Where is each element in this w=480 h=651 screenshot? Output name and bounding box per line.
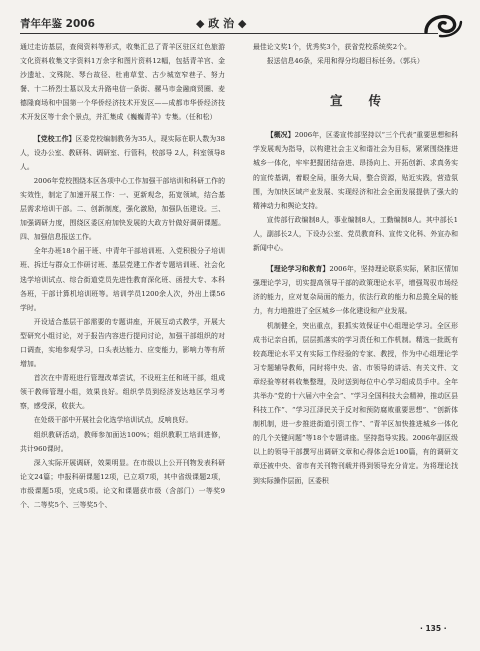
overview-paragraph: [253, 128, 458, 213]
yearbook-title: 青年年鉴 2006: [20, 18, 95, 30]
paragraph-training: 全年办班18个届干班、中青年干部培训班、入党积极分子培训班、拆迁与群众工作研讨班、基层党建工作者专题培训班、社会化选学培训试点、综合街道党员先进性教育深化班、函授大专、本科各班，干部计算机培训班等。培训学员1200余人次，外出上课56学时。: [20, 247, 225, 312]
party-school-text: 区委党校编制教务为35人，现实际在职人数为38人，设办公室、教研科、调研室、行管科，校部导 2人，科室领导8人。: [20, 134, 225, 171]
paragraph-staffing: 宣传部行政编制8人，事业编制8人，工勤编制8人。其中部长1人，副部长2人，下设办公室、党员教育科、宣传文化科、外宣办和新闻中心。: [253, 215, 458, 253]
overview-text: 2006年，区委宣传部坚持以“三个代表”重要思想和科学发展观为指导，以构建社会主义和谐社会为目标，紧紧围绕推进城乡一体化，牢牢把握团结奋进、昂扬向上、开拓创新、求真务实的宣传基调，着眼全局，服务大局，整合资源，贴近实践，营造氛围，为加快区域产业发展、实现经济和社会全面发展提供了强大的精神动力和舆论支持。: [253, 131, 458, 210]
intro-paragraph: 通过走访基层，查阅资料等形式，收集汇总了青羊区驻区红色旅游文化资料收集文字资料1万余字和图片资料12幅，包括青羊宫、金沙遗址、文殊院、琴台故径、杜甫草堂、古少城宽窄巷子、努力餐、十二桥烈士墓以及太升路电信一条街、骡马市金融商贸圈、麦德隆商场和中国第一个华侨经济技术开发区——成都市华侨经济技术开发区等十余个景点，并汇集成《巍巍青羊》专集。（任和松）: [20, 43, 225, 122]
section-title: 宣传: [329, 93, 407, 109]
paragraph-info: 报送信息46条，采用和得分均超目标任务。（郭兵）: [266, 57, 424, 66]
theory-tag: 【理论学习和教育】: [266, 265, 330, 274]
party-school-paragraph: [20, 132, 225, 174]
swirl-logo-icon: [420, 6, 464, 40]
paragraph-awards: 最佳论文奖1个，优秀奖3个，获省党校系统奖2个。: [253, 43, 411, 51]
overview-tag: 【概况】: [266, 131, 295, 140]
paragraph-pilot: 在处级干部中开展社会化选学培训试点，反响良好。: [33, 416, 193, 425]
theory-text: 2006年，坚持理论联系实际，紧扣区情加强理论学习，切实提高领导干部的政策理论水平，增强驾驭市场经济的能力，应对复杂局面的能力，依法行政的能力和总揽全局的能力，有力地推进了全区城乡一体化建设和产业发展。: [253, 265, 458, 316]
paragraph-teaching: 组织教研活动，教师参加面达100%；组织教职工培训进修，共计960课时。: [20, 430, 225, 453]
left-column: [20, 40, 225, 512]
paragraph-reform: 首次在中青班进行管理改革尝试，不设班主任和班干部，组成领干教师管理小组，效果良好。组织学员到经济发达地区学习考察，感受深，收获大。: [20, 374, 225, 411]
section-label: ◆ 政 治 ◆: [196, 17, 247, 30]
paragraph-lectures: 开设适合基层干部需要的专题讲座，开展互动式教学，开展大型研究小组讨论，对于报告内容进行提问讨论，加强干部组织的对口调查，实地参观学习，口头表达能力、应变能力，影响力等有所增加。: [20, 317, 225, 369]
paragraph-2006: 2006年党校围绕本区各项中心工作加强干部培训和科研工作的实效性，制定了加速开展工作：一、更新观念，拓宽领域，结合基层需求培训干部。二、创新制度，强化激励，加强队伍建设。三、加强调研力度，围绕区委区府加快发展的大政方针做好调研课题。四、加强信息报送工作。: [20, 176, 225, 242]
paragraph-mechanism: 机制健全，突出重点，狠抓实效保证中心组理论学习。全区形成书记亲自抓，层层抓落实的学习责任和工作机制。精选一批既有较高理论水平又有实际工作经验的专家、教授，作为中心组理论学习专题辅导教师，同时将中央、省、市领导的讲话、有关文件、文章经验等材料收集整理，及时送到每位中心学习组成员手中。全年共举办“党的十六届六中全会”、“学习全国科技大会精神，推动区县科技工作”、“学习江泽民关于反对和预防腐败重要思想”、“创新体制机制，进一步推进街道引资工作”、“青羊区加快推进城乡一体化的几个关键问题”等18个专题讲座。坚持指导实践。2006年副区级以上的领导干部撰写出调研文章和心得体会近100篇，有的调研文章还被中央、省市有关刊物刊载并得到领导充分肯定。为将理论找到实际操作层面，区委积: [253, 321, 458, 485]
right-column: [253, 40, 458, 488]
party-school-tag: 【党校工作】: [33, 134, 76, 143]
theory-paragraph: [253, 262, 458, 318]
header-rule: [20, 33, 438, 34]
paragraph-research: 深入实际开展调研，效果明显。在市级以上公开刊物发表科研论文24篇；申报科研课题12项，已立项7项，其中省级课题2项，市级课题5项，完成5项。论文和课题获市级（含部门）一等奖9个、二等奖5个、三等奖5个、: [20, 458, 225, 509]
page-number: · 135 ·: [420, 624, 447, 633]
